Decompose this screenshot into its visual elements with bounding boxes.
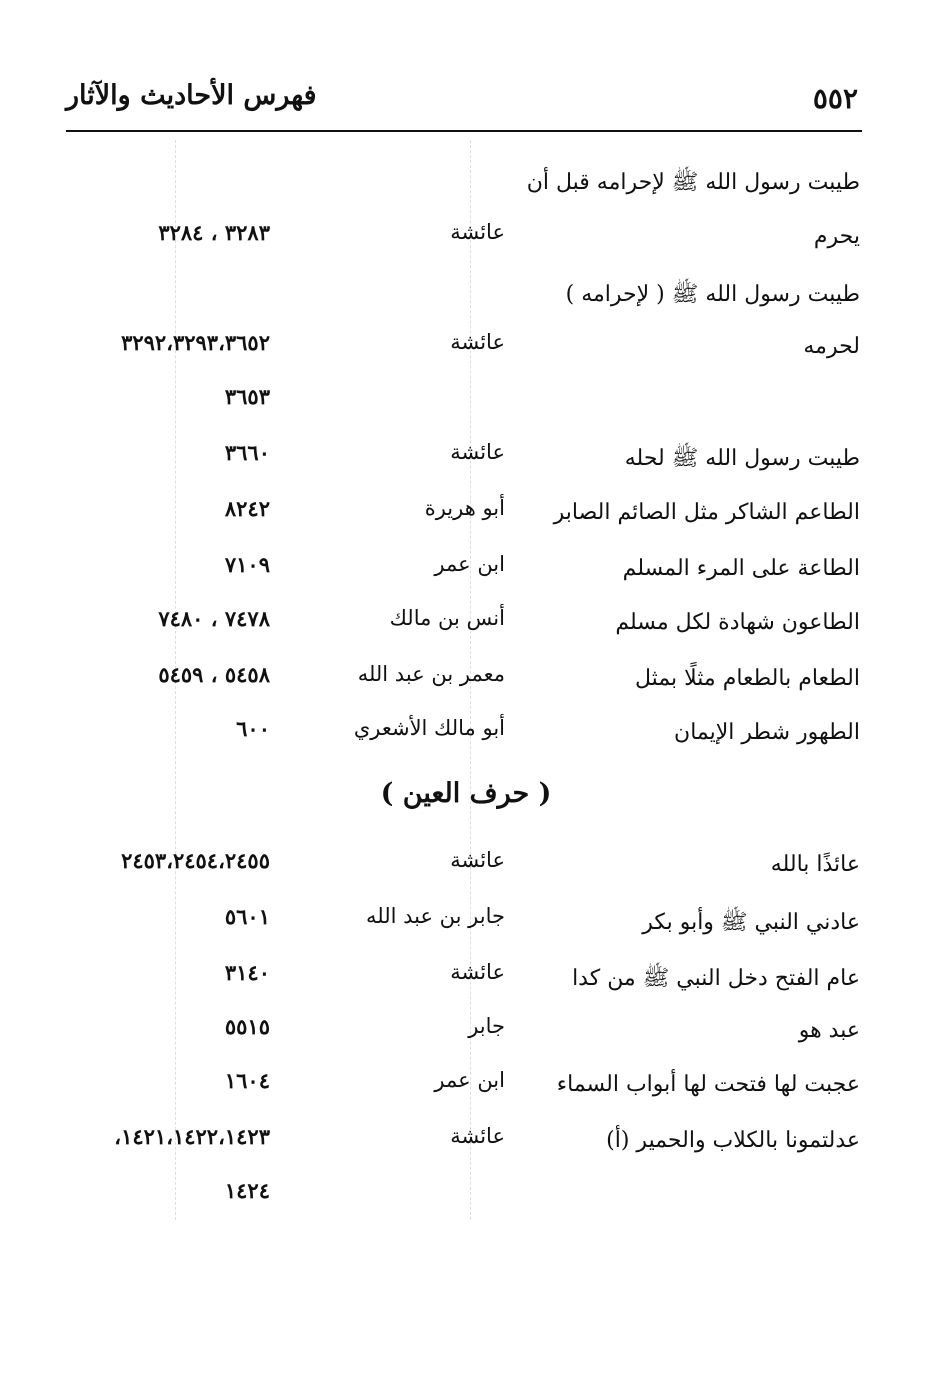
narrator: ابن عمر bbox=[434, 1068, 505, 1092]
reference-numbers: ٣٢٩٢،٣٢٩٣،٣٦٥٢ bbox=[121, 330, 270, 355]
page-number: ٥٥٢ bbox=[812, 82, 858, 115]
hadith-text: الطاعم الشاكر مثل الصائم الصابر bbox=[553, 500, 860, 525]
index-row bbox=[60, 276, 860, 316]
index-row bbox=[60, 606, 860, 646]
narrator: أبو هريرة bbox=[424, 496, 505, 520]
index-row bbox=[60, 384, 860, 424]
page-title: فهرس الأحاديث والآثار bbox=[66, 80, 317, 111]
narrator: أنس بن مالك bbox=[389, 606, 505, 630]
reference-numbers: ٧١٠٩ bbox=[224, 552, 270, 577]
hadith-text: عام الفتح دخل النبي ﷺ من كدا bbox=[572, 966, 860, 991]
index-row bbox=[60, 904, 860, 944]
index-row bbox=[60, 716, 860, 756]
reference-numbers: ٥٥١٥ bbox=[224, 1014, 270, 1039]
section-heading: ( حرف العين ) bbox=[380, 778, 552, 809]
reference-numbers: ٨٢٤٢ bbox=[224, 496, 270, 521]
hadith-text: طيبت رسول الله ﷺ لحله bbox=[624, 446, 860, 471]
hadith-text: الطعام بالطعام مثلًا بمثل bbox=[635, 666, 860, 691]
index-row bbox=[60, 330, 860, 370]
index-row bbox=[60, 496, 860, 536]
narrator: عائشة bbox=[450, 220, 505, 244]
narrator: عائشة bbox=[450, 440, 505, 464]
index-row bbox=[60, 440, 860, 480]
reference-numbers: ٢٤٥٣،٢٤٥٤،٢٤٥٥ bbox=[121, 848, 270, 873]
reference-numbers: ٧٤٧٨ ، ٧٤٨٠ bbox=[158, 606, 270, 631]
hadith-text: الطاعة على المرء المسلم bbox=[622, 556, 860, 581]
reference-numbers: ٥٦٠١ bbox=[224, 904, 270, 929]
index-row bbox=[60, 1068, 860, 1108]
reference-numbers: ١٤٢٤ bbox=[224, 1178, 270, 1203]
hadith-text: يحرم bbox=[813, 224, 860, 249]
hadith-text: عجبت لها فتحت لها أبواب السماء bbox=[556, 1072, 860, 1097]
narrator: أبو مالك الأشعري bbox=[353, 716, 505, 740]
narrator: جابر bbox=[468, 1014, 505, 1038]
reference-numbers: ٣٦٥٣ bbox=[224, 384, 270, 409]
narrator: جابر بن عبد الله bbox=[365, 904, 505, 928]
index-row bbox=[60, 1124, 860, 1164]
reference-numbers: ٦٠٠ bbox=[236, 716, 270, 741]
hadith-text: الطاعون شهادة لكل مسلم bbox=[615, 610, 860, 635]
narrator: معمر بن عبد الله bbox=[357, 662, 505, 686]
hadith-text: عبد هو bbox=[798, 1018, 860, 1043]
index-row bbox=[60, 1014, 860, 1054]
index-row bbox=[60, 1178, 860, 1218]
narrator: ابن عمر bbox=[434, 552, 505, 576]
index-row bbox=[60, 662, 860, 702]
hadith-text: عدلتمونا بالكلاب والحمير (أ) bbox=[606, 1128, 860, 1153]
hadith-text: طيبت رسول الله ﷺ لإحرامه قبل أن bbox=[526, 170, 860, 195]
hadith-text: لحرمه bbox=[803, 334, 860, 359]
narrator: عائشة bbox=[450, 1124, 505, 1148]
hadith-text: طيبت رسول الله ﷺ ( لإحرامه ) bbox=[565, 282, 860, 307]
hadith-text: الطهور شطر الإيمان bbox=[674, 720, 860, 745]
narrator: عائشة bbox=[450, 330, 505, 354]
narrator: عائشة bbox=[450, 960, 505, 984]
reference-numbers: ١٤٢١،١٤٢٢،١٤٢٣، bbox=[114, 1124, 270, 1149]
index-row bbox=[60, 552, 860, 592]
hadith-text: عادني النبي ﷺ وأبو بكر bbox=[642, 910, 860, 935]
index-row bbox=[60, 848, 860, 888]
narrator: عائشة bbox=[450, 848, 505, 872]
reference-numbers: ٥٤٥٨ ، ٥٤٥٩ bbox=[158, 662, 270, 687]
reference-numbers: ٣١٤٠ bbox=[224, 960, 270, 985]
index-row bbox=[60, 960, 860, 1000]
hadith-text: عائذًا بالله bbox=[770, 852, 860, 877]
index-row bbox=[60, 220, 860, 260]
reference-numbers: ٣٢٨٣ ، ٣٢٨٤ bbox=[158, 220, 270, 245]
reference-numbers: ٣٦٦٠ bbox=[224, 440, 270, 465]
reference-numbers: ١٦٠٤ bbox=[224, 1068, 270, 1093]
index-row bbox=[60, 164, 860, 204]
